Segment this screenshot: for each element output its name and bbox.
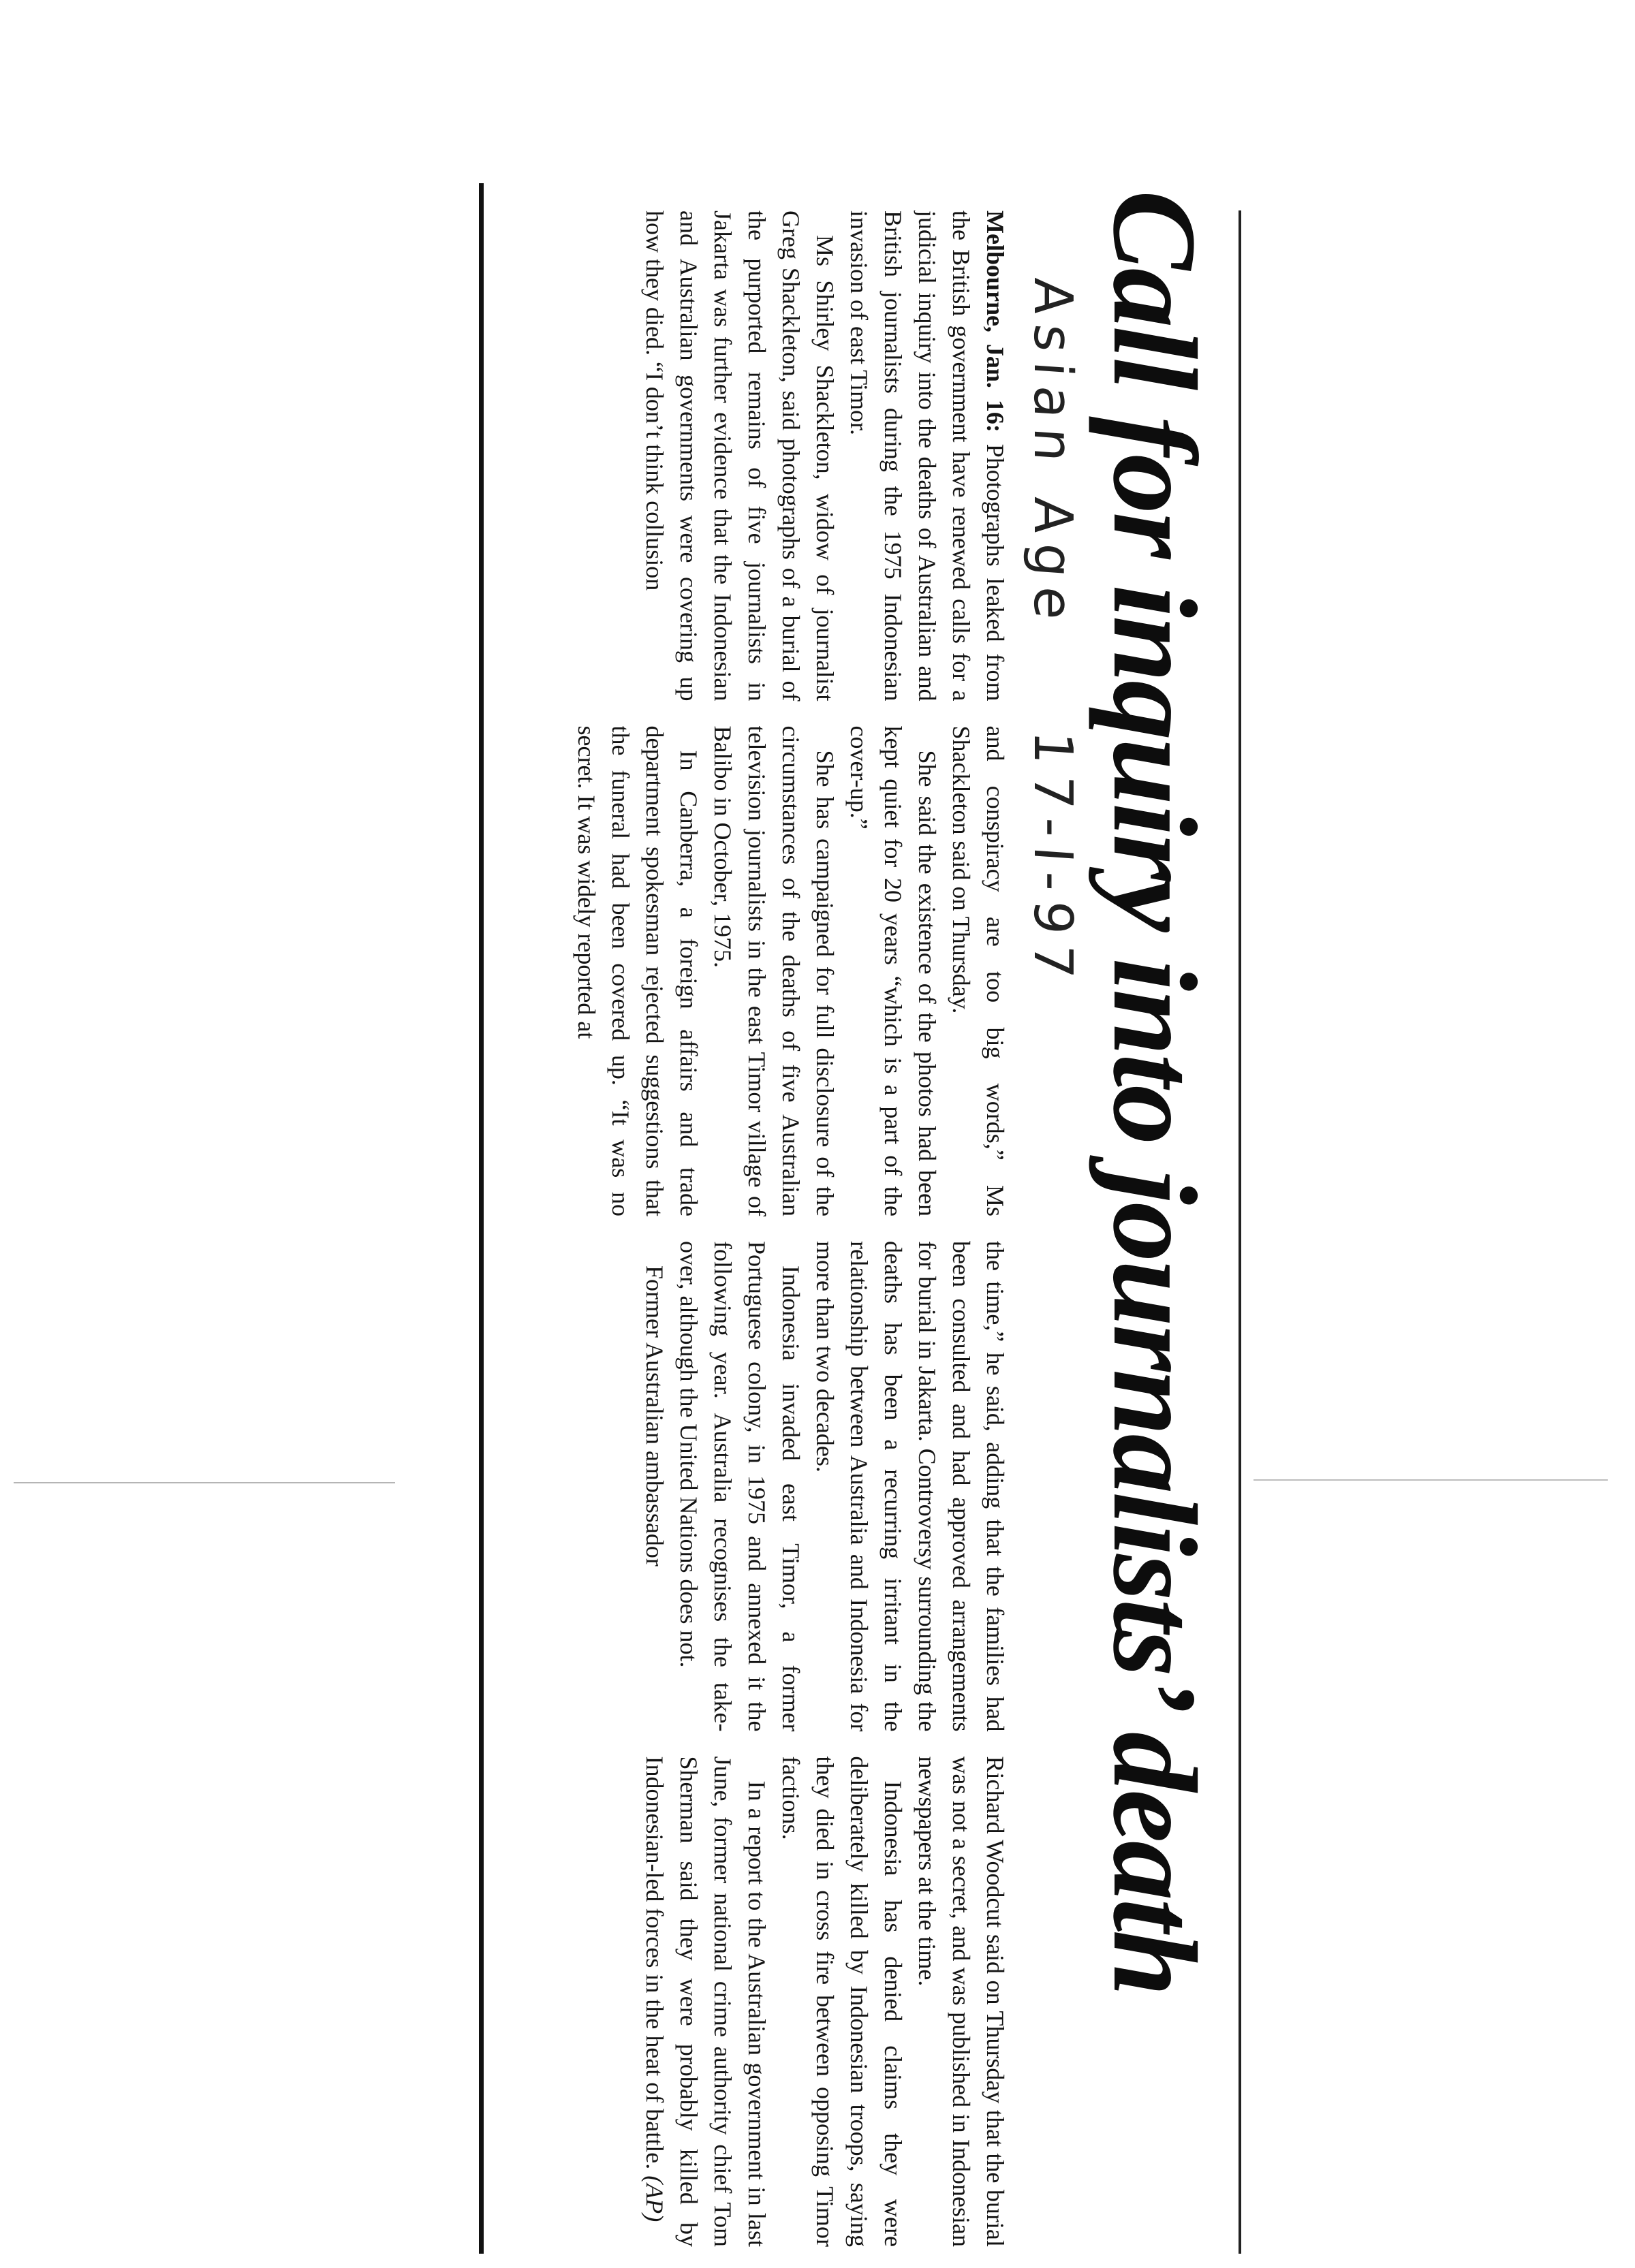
article-column-4: [495, 1757, 1012, 2248]
article-paragraph: and conspiracy are too big words,” Ms Shackleton said on Thursday.: [948, 725, 1009, 1216]
article-column-1: [495, 210, 1012, 702]
newspaper-clipping: [454, 183, 1241, 2261]
article-column-3: [495, 1241, 1012, 1732]
article-paragraph: In Canberra, a foreign affairs and trade department spokesman rejected suggestions that the funeral had been covered up. “It was no secret. It was widely reported at: [573, 725, 702, 1216]
article-paragraph: Melbourne, Jan. 16: Photographs leaked from the British government have renewed calls for a judicial inquiry into the deaths of Australian and British journalists during the 1975 Indonesian invasion of east Timor.: [845, 210, 1009, 702]
scan-speckle: [1254, 1479, 1608, 1481]
scan-speckle: [14, 1482, 395, 1483]
article-body: [495, 210, 1012, 2247]
handwritten-source-note: [1015, 276, 1090, 1099]
article-paragraph: Indonesia invaded east Timor, a former Portuguese colony, in 1975 and annexed it the following year. Australia recognises the take-over, although the United Nations does not.: [675, 1241, 805, 1732]
handwritten-date: 17-I-97: [1022, 729, 1083, 990]
dateline: Melbourne, Jan. 16:: [982, 210, 1009, 432]
headline: Call for inquiry into journalists’ death: [1088, 190, 1221, 1995]
article-paragraph: Richard Woodcut said on Thursday that the burial was not a secret, and was published in Indonesian newspapers at the time.: [914, 1756, 1009, 2247]
clipping-bottom-border: [479, 183, 484, 2254]
wire-credit: (AP): [641, 2175, 668, 2222]
article-paragraph: the time,” he said, adding that the families had been consulted and had approved arrangements for burial in Jakarta. Controversy surrounding the deaths has been a recurring irritant in the relationship between Australia and Indonesia for more than two decades.: [811, 1241, 1009, 1732]
article-paragraph: In a report to the Australian government in last June, former national crime authority chief Tom Sherman said they were probably killed by Indonesian-led forces in the heat of battle. (AP): [641, 1756, 770, 2247]
article-paragraph: She has campaigned for full disclosure of the circumstances of the deaths of five Australian television journalists in the east Timor village of Balibo in October, 1975.: [709, 725, 839, 1216]
article-paragraph: Former Australian ambassador: [641, 1265, 668, 1566]
article-paragraph: Ms Shirley Shackleton, widow of journalist Greg Shackleton, said photographs of a burial of the purported remains of five journalists in Jakarta was further evidence that the Indonesian and Australian governments were covering up how they died. “I don’t think collusion: [641, 210, 839, 702]
clipping-top-border: [1239, 210, 1241, 2254]
article-column-2: [495, 726, 1012, 1217]
handwritten-source: Asian Age: [1022, 276, 1083, 631]
article-paragraph: Indonesia has denied claims they were deliberately killed by Indonesian troops, saying they died in cross fire between opposing Timor factions.: [777, 1756, 907, 2247]
article-paragraph: She said the existence of the photos had been kept quiet for 20 years “which is a part of the cover-up.”: [845, 725, 941, 1216]
